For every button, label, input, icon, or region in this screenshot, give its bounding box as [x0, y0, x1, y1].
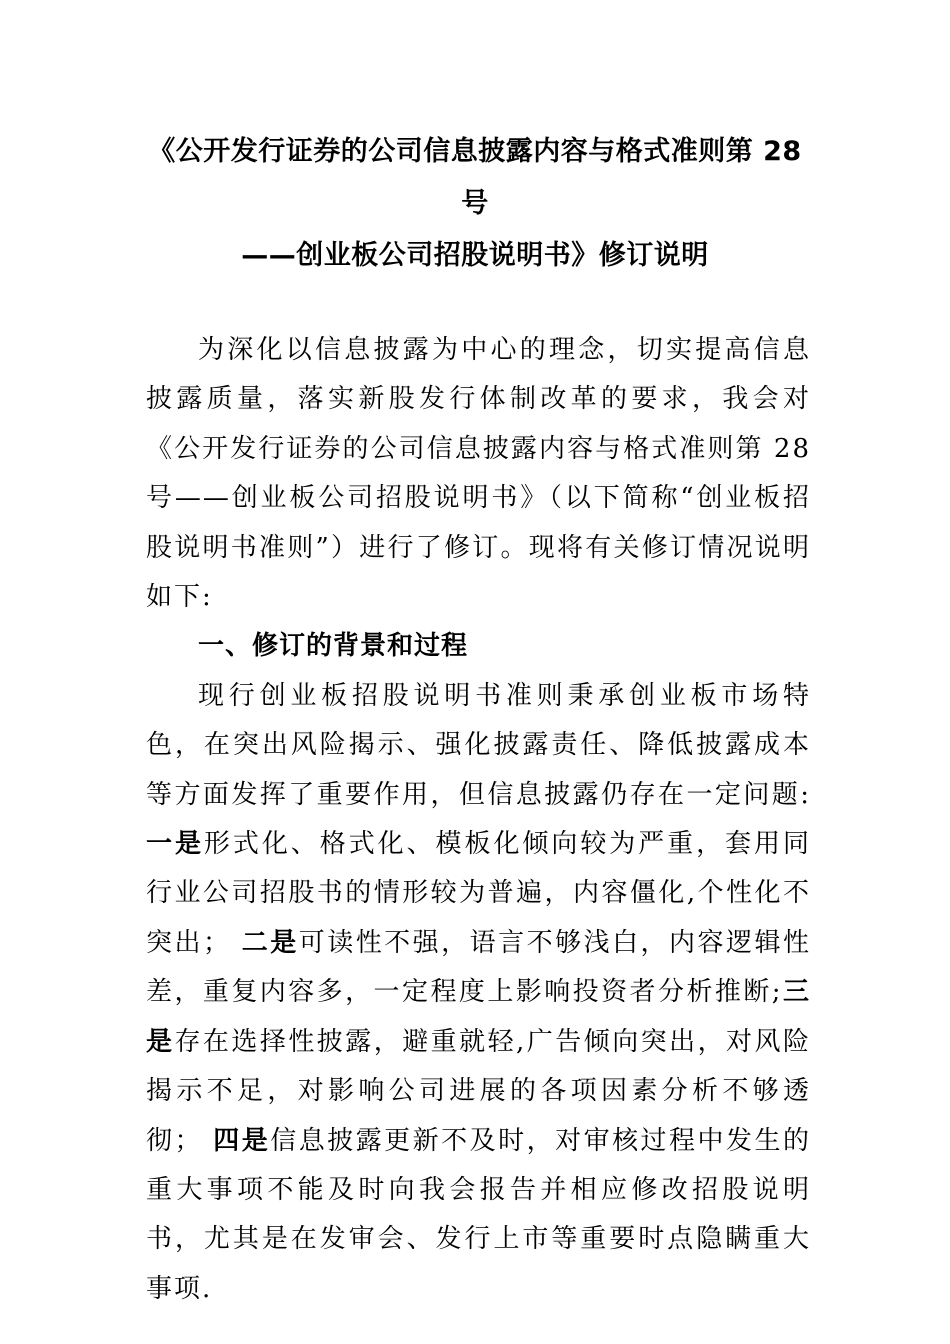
- document-title: [120, 126, 830, 282]
- background-paragraph: [146, 672, 811, 1314]
- keyword-second: 二是: [241, 927, 299, 958]
- intro-paragraph: 为深化以信息披露为中心的理念，切实提高信息披露质量，落实新股发行体制改革的要求，我会对《公开发行证券的公司信息披露内容与格式准则第 28 号——创业板公司招股说明书》（以下简称“创业板招股说明书准则”）进行了修订。现将有关修订情况说明如下:: [146, 335, 811, 613]
- background-text-1: 现行创业板招股说明书准则秉承创业板市场特色，在突出风险揭示、强化披露责任、降低披露成本等方面发挥了重要作用，但信息披露仍存在一定问题:: [146, 680, 811, 810]
- title-line-3: ——创业板公司招股说明书》修订说明: [241, 240, 709, 271]
- title-line-2: 号: [461, 188, 489, 219]
- keyword-first: 一是: [146, 829, 204, 860]
- background-text-5: 信息披露更新不及时，对审核过程中发生的重大事项不能及时向我会报告并相应修改招股说明书，尤其是在发审会、发行上市等重要时点隐瞒重大事项.: [146, 1125, 811, 1304]
- keyword-fourth: 四是: [213, 1125, 271, 1156]
- document-body: [146, 326, 811, 1314]
- background-text-3: 可读性不强，语言不够浅白，内容逻辑性差，重复内容多，一定程度上影响投资者分析推断;: [146, 927, 811, 1008]
- background-text-2: 形式化、格式化、模板化倾向较为严重，套用同行业公司招股书的情形较为普遍，内容僵化,个性化不突出；: [146, 829, 811, 958]
- background-text-4: 存在选择性披露，避重就轻,广告倾向突出，对风险揭示不足，对影响公司进展的各项因素分析不够透彻；: [146, 1026, 811, 1156]
- keyword-third: 三是: [146, 977, 811, 1057]
- section-heading-1: 一、修订的背景和过程: [198, 631, 469, 662]
- title-line-1: 《公开发行证券的公司信息披露内容与格式准则第 28: [148, 136, 802, 167]
